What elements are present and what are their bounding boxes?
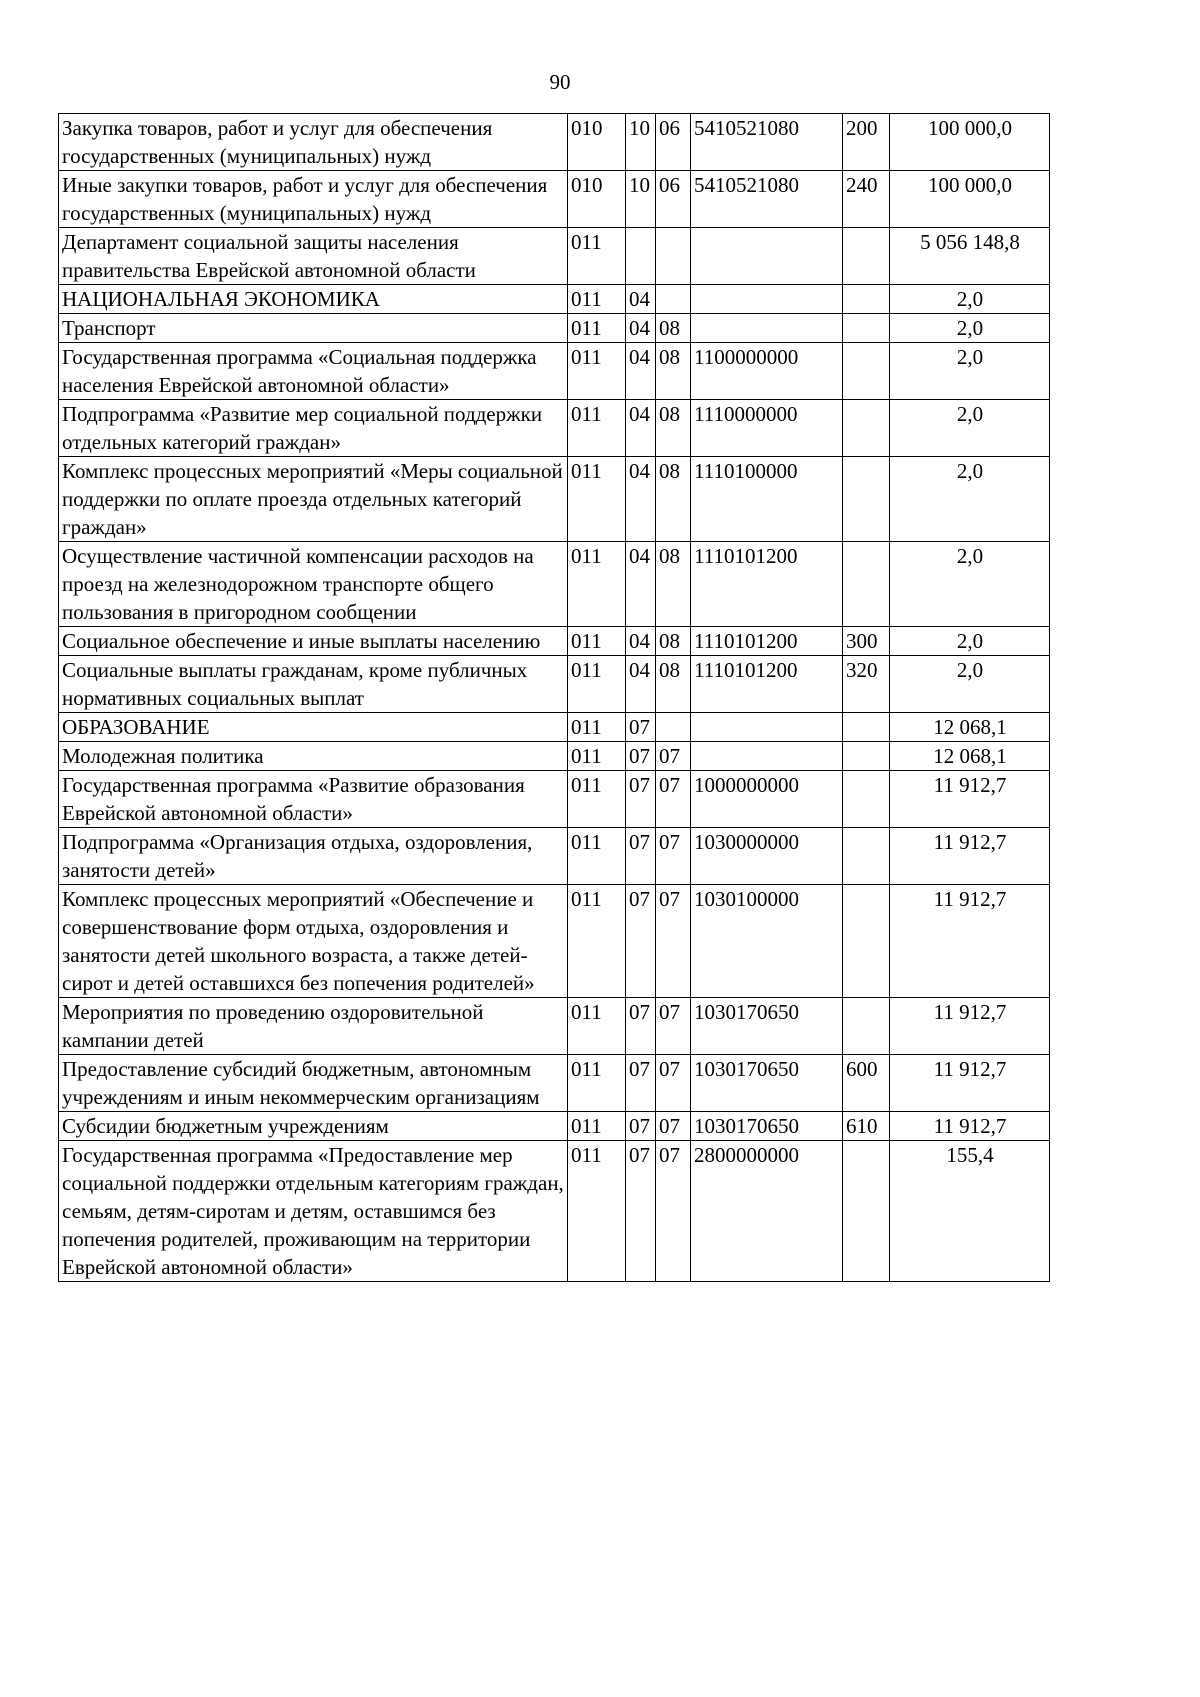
cell-expense-type bbox=[843, 771, 890, 828]
cell-expense-type bbox=[843, 1141, 890, 1282]
cell-target-article: 1030170650 bbox=[691, 1112, 843, 1141]
cell-name: Комплекс процессных мероприятий «Обеспечение и совершенствование форм отдыха, оздоровления и занятости детей школьного возраста, а также детей-сирот и детей оставшихся без попечения родителей» bbox=[59, 885, 568, 998]
cell-subsection bbox=[656, 228, 691, 285]
cell-name: Государственная программа «Предоставление мер социальной поддержки отдельным категориям граждан, семьям, детям-сиротам и детям, оставшимся без попечения родителей, проживающим на территории Еврейской автономной области» bbox=[59, 1141, 568, 1282]
cell-target-article: 1030170650 bbox=[691, 1055, 843, 1112]
table-row bbox=[59, 998, 1050, 1055]
cell-amount: 2,0 bbox=[890, 400, 1050, 457]
cell-subsection: 08 bbox=[656, 343, 691, 400]
cell-target-article bbox=[691, 314, 843, 343]
cell-name: Подпрограмма «Развитие мер социальной поддержки отдельных категорий граждан» bbox=[59, 400, 568, 457]
cell-admin-code: 011 bbox=[568, 400, 626, 457]
cell-name: Государственная программа «Развитие образования Еврейской автономной области» bbox=[59, 771, 568, 828]
cell-name: Комплекс процессных мероприятий «Меры социальной поддержки по оплате проезда отдельных категорий граждан» bbox=[59, 457, 568, 542]
cell-expense-type bbox=[843, 285, 890, 314]
cell-section: 07 bbox=[626, 885, 656, 998]
cell-amount: 2,0 bbox=[890, 542, 1050, 627]
table-row bbox=[59, 713, 1050, 742]
cell-expense-type: 240 bbox=[843, 171, 890, 228]
table-row bbox=[59, 314, 1050, 343]
cell-amount: 2,0 bbox=[890, 285, 1050, 314]
cell-amount: 2,0 bbox=[890, 314, 1050, 343]
cell-subsection: 08 bbox=[656, 457, 691, 542]
table-row bbox=[59, 171, 1050, 228]
cell-subsection: 07 bbox=[656, 771, 691, 828]
cell-expense-type bbox=[843, 343, 890, 400]
cell-subsection: 07 bbox=[656, 742, 691, 771]
cell-subsection: 06 bbox=[656, 114, 691, 171]
cell-amount: 2,0 bbox=[890, 457, 1050, 542]
cell-subsection: 07 bbox=[656, 1141, 691, 1282]
cell-amount: 5 056 148,8 bbox=[890, 228, 1050, 285]
cell-expense-type: 600 bbox=[843, 1055, 890, 1112]
cell-section: 07 bbox=[626, 998, 656, 1055]
cell-admin-code: 011 bbox=[568, 343, 626, 400]
cell-amount: 11 912,7 bbox=[890, 828, 1050, 885]
table-row bbox=[59, 285, 1050, 314]
table-row bbox=[59, 656, 1050, 713]
cell-section: 04 bbox=[626, 314, 656, 343]
cell-expense-type bbox=[843, 457, 890, 542]
table-row bbox=[59, 1055, 1050, 1112]
cell-subsection bbox=[656, 713, 691, 742]
cell-expense-type: 610 bbox=[843, 1112, 890, 1141]
table-row bbox=[59, 400, 1050, 457]
cell-name: Транспорт bbox=[59, 314, 568, 343]
cell-target-article: 1100000000 bbox=[691, 343, 843, 400]
cell-expense-type bbox=[843, 542, 890, 627]
cell-admin-code: 011 bbox=[568, 627, 626, 656]
cell-admin-code: 010 bbox=[568, 114, 626, 171]
cell-target-article: 5410521080 bbox=[691, 114, 843, 171]
cell-section: 10 bbox=[626, 171, 656, 228]
table-row bbox=[59, 771, 1050, 828]
cell-expense-type bbox=[843, 228, 890, 285]
cell-subsection: 06 bbox=[656, 171, 691, 228]
table-row bbox=[59, 1112, 1050, 1141]
cell-admin-code: 011 bbox=[568, 542, 626, 627]
cell-admin-code: 011 bbox=[568, 285, 626, 314]
cell-name: Департамент социальной защиты населения правительства Еврейской автономной области bbox=[59, 228, 568, 285]
cell-name: Иные закупки товаров, работ и услуг для обеспечения государственных (муниципальных) нужд bbox=[59, 171, 568, 228]
cell-section: 07 bbox=[626, 828, 656, 885]
cell-admin-code: 011 bbox=[568, 771, 626, 828]
cell-section: 04 bbox=[626, 343, 656, 400]
table-row bbox=[59, 742, 1050, 771]
cell-admin-code: 011 bbox=[568, 656, 626, 713]
cell-target-article: 1110100000 bbox=[691, 457, 843, 542]
cell-target-article: 2800000000 bbox=[691, 1141, 843, 1282]
cell-expense-type: 300 bbox=[843, 627, 890, 656]
cell-section: 07 bbox=[626, 742, 656, 771]
table-row bbox=[59, 542, 1050, 627]
cell-expense-type bbox=[843, 998, 890, 1055]
cell-subsection: 08 bbox=[656, 627, 691, 656]
page-number: 90 bbox=[549, 70, 571, 94]
cell-amount: 100 000,0 bbox=[890, 171, 1050, 228]
cell-subsection: 08 bbox=[656, 400, 691, 457]
cell-section: 04 bbox=[626, 656, 656, 713]
cell-admin-code: 011 bbox=[568, 228, 626, 285]
cell-expense-type bbox=[843, 742, 890, 771]
cell-amount: 100 000,0 bbox=[890, 114, 1050, 171]
budget-table bbox=[58, 113, 1050, 1282]
cell-admin-code: 011 bbox=[568, 885, 626, 998]
cell-amount: 12 068,1 bbox=[890, 742, 1050, 771]
cell-subsection: 07 bbox=[656, 828, 691, 885]
cell-target-article: 5410521080 bbox=[691, 171, 843, 228]
cell-section: 07 bbox=[626, 1112, 656, 1141]
cell-target-article: 1110101200 bbox=[691, 542, 843, 627]
cell-subsection: 08 bbox=[656, 542, 691, 627]
cell-name: Предоставление субсидий бюджетным, автономным учреждениям и иным некоммерческим организациям bbox=[59, 1055, 568, 1112]
cell-target-article: 1110101200 bbox=[691, 656, 843, 713]
cell-section: 07 bbox=[626, 1141, 656, 1282]
cell-expense-type: 320 bbox=[843, 656, 890, 713]
cell-amount: 11 912,7 bbox=[890, 1112, 1050, 1141]
cell-expense-type bbox=[843, 400, 890, 457]
cell-section: 10 bbox=[626, 114, 656, 171]
budget-table-body bbox=[59, 114, 1050, 1282]
cell-admin-code: 011 bbox=[568, 1055, 626, 1112]
table-row bbox=[59, 885, 1050, 998]
cell-expense-type bbox=[843, 885, 890, 998]
table-row bbox=[59, 343, 1050, 400]
cell-subsection: 08 bbox=[656, 656, 691, 713]
cell-name: Государственная программа «Социальная поддержка населения Еврейской автономной области» bbox=[59, 343, 568, 400]
cell-amount: 11 912,7 bbox=[890, 885, 1050, 998]
cell-subsection: 07 bbox=[656, 1055, 691, 1112]
cell-expense-type bbox=[843, 713, 890, 742]
cell-admin-code: 011 bbox=[568, 998, 626, 1055]
cell-name: Мероприятия по проведению оздоровительной кампании детей bbox=[59, 998, 568, 1055]
cell-admin-code: 011 bbox=[568, 742, 626, 771]
cell-target-article: 1110101200 bbox=[691, 627, 843, 656]
table-row bbox=[59, 457, 1050, 542]
table-row bbox=[59, 1141, 1050, 1282]
cell-target-article bbox=[691, 228, 843, 285]
cell-subsection: 07 bbox=[656, 998, 691, 1055]
cell-section: 04 bbox=[626, 457, 656, 542]
cell-target-article: 1110000000 bbox=[691, 400, 843, 457]
cell-expense-type: 200 bbox=[843, 114, 890, 171]
cell-amount: 11 912,7 bbox=[890, 998, 1050, 1055]
cell-name: ОБРАЗОВАНИЕ bbox=[59, 713, 568, 742]
cell-target-article: 1030000000 bbox=[691, 828, 843, 885]
cell-admin-code: 011 bbox=[568, 1112, 626, 1141]
cell-target-article: 1030100000 bbox=[691, 885, 843, 998]
table-row bbox=[59, 627, 1050, 656]
cell-subsection: 07 bbox=[656, 885, 691, 998]
cell-admin-code: 011 bbox=[568, 828, 626, 885]
cell-amount: 12 068,1 bbox=[890, 713, 1050, 742]
cell-target-article bbox=[691, 285, 843, 314]
cell-admin-code: 011 bbox=[568, 314, 626, 343]
cell-section: 07 bbox=[626, 1055, 656, 1112]
cell-section: 04 bbox=[626, 542, 656, 627]
cell-name: Подпрограмма «Организация отдыха, оздоровления, занятости детей» bbox=[59, 828, 568, 885]
cell-section: 07 bbox=[626, 713, 656, 742]
cell-section: 04 bbox=[626, 285, 656, 314]
cell-section: 04 bbox=[626, 627, 656, 656]
cell-target-article: 1000000000 bbox=[691, 771, 843, 828]
cell-admin-code: 011 bbox=[568, 713, 626, 742]
cell-subsection: 08 bbox=[656, 314, 691, 343]
cell-amount: 11 912,7 bbox=[890, 771, 1050, 828]
cell-name: Субсидии бюджетным учреждениям bbox=[59, 1112, 568, 1141]
cell-amount: 2,0 bbox=[890, 627, 1050, 656]
cell-amount: 11 912,7 bbox=[890, 1055, 1050, 1112]
table-row bbox=[59, 114, 1050, 171]
cell-section bbox=[626, 228, 656, 285]
table-row bbox=[59, 828, 1050, 885]
table-row bbox=[59, 228, 1050, 285]
cell-target-article: 1030170650 bbox=[691, 998, 843, 1055]
cell-admin-code: 011 bbox=[568, 457, 626, 542]
cell-subsection bbox=[656, 285, 691, 314]
cell-target-article bbox=[691, 713, 843, 742]
cell-target-article bbox=[691, 742, 843, 771]
cell-name: НАЦИОНАЛЬНАЯ ЭКОНОМИКА bbox=[59, 285, 568, 314]
cell-amount: 155,4 bbox=[890, 1141, 1050, 1282]
cell-name: Молодежная политика bbox=[59, 742, 568, 771]
cell-section: 04 bbox=[626, 400, 656, 457]
cell-name: Социальное обеспечение и иные выплаты населению bbox=[59, 627, 568, 656]
cell-section: 07 bbox=[626, 771, 656, 828]
cell-admin-code: 011 bbox=[568, 1141, 626, 1282]
cell-amount: 2,0 bbox=[890, 343, 1050, 400]
cell-name: Социальные выплаты гражданам, кроме публичных нормативных социальных выплат bbox=[59, 656, 568, 713]
cell-name: Закупка товаров, работ и услуг для обеспечения государственных (муниципальных) нужд bbox=[59, 114, 568, 171]
cell-name: Осуществление частичной компенсации расходов на проезд на железнодорожном транспорте общего пользования в пригородном сообщении bbox=[59, 542, 568, 627]
cell-subsection: 07 bbox=[656, 1112, 691, 1141]
cell-admin-code: 010 bbox=[568, 171, 626, 228]
cell-amount: 2,0 bbox=[890, 656, 1050, 713]
cell-expense-type bbox=[843, 314, 890, 343]
cell-expense-type bbox=[843, 828, 890, 885]
